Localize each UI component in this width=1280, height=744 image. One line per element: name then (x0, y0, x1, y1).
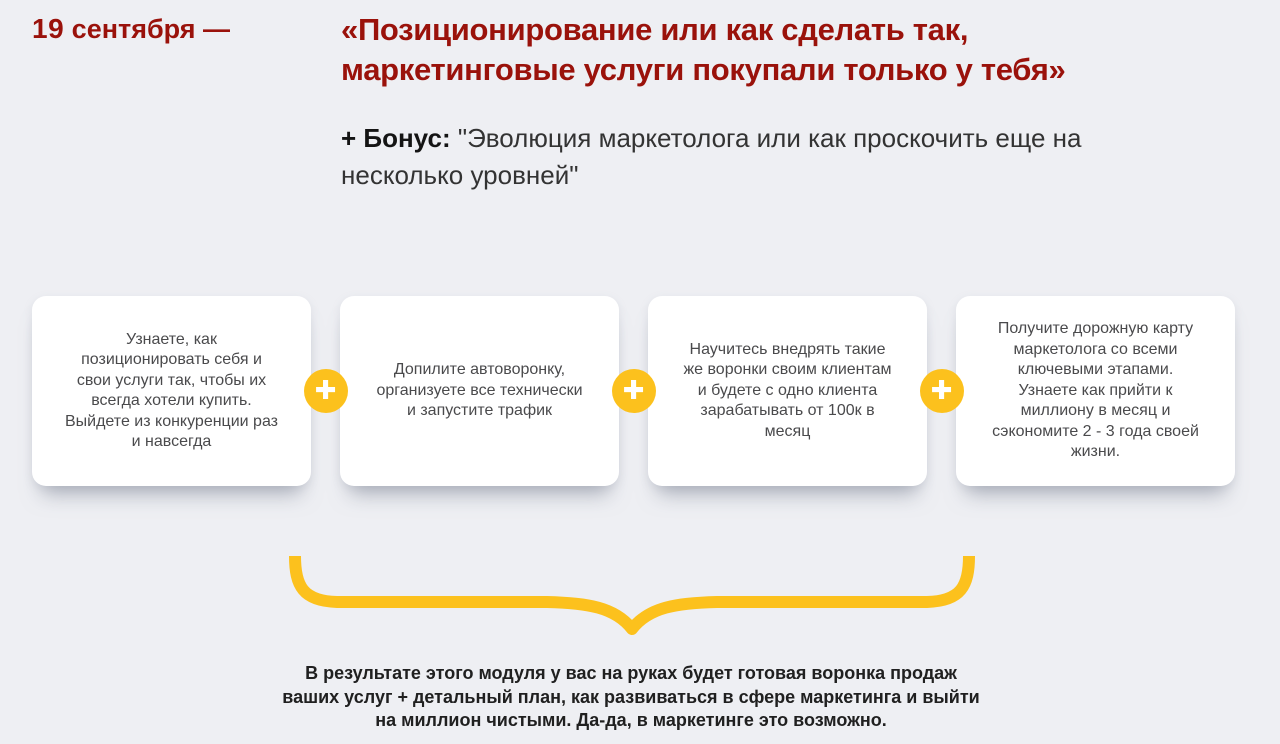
benefit-card-4 (956, 296, 1235, 486)
benefit-card-3-text: Научитесь внедрять такие же воронки своим клиентам и будете с одно клиента зарабатывать от 100к в месяц (683, 340, 892, 440)
benefit-card-3 (648, 296, 927, 486)
date-label (32, 13, 230, 45)
bonus-label: + Бонус: (341, 123, 451, 153)
date-month: сентября — (71, 14, 231, 44)
benefit-card-4-text: Получите дорожную карту маркетолога со всеми ключевыми этапами. Узнаете как прийти к миллиону в месяц и сэкономите 2 - 3 года своей жизни. (992, 320, 1199, 461)
card-separator-2 (619, 296, 648, 486)
curly-brace-icon (285, 550, 977, 645)
module-result-summary: В результате этого модуля у вас на руках будет готовая воронка продаж ваших услуг + детальный план, как развиваться в сфере маркетинга и выйти на миллион чистыми. Да-да, в маркетинге это возможно. (282, 663, 980, 730)
webinar-title: «Позиционирование или как сделать так, маркетинговые услуги покупали только у тебя» (341, 12, 1066, 87)
plus-icon: ✚ (920, 369, 964, 413)
benefit-card-1 (32, 296, 311, 486)
benefit-cards-row (32, 296, 1235, 486)
plus-icon: ✚ (612, 369, 656, 413)
date-number: 19 (32, 13, 65, 44)
benefit-card-2-text: Допилите автоворонку, организуете все технически и запустите трафик (376, 361, 583, 420)
plus-icon: ✚ (304, 369, 348, 413)
bonus-text-line1: "Эволюция маркетолога или как проскочить еще на (457, 123, 1082, 153)
card-separator-1 (311, 296, 340, 486)
bonus-paragraph (341, 120, 1261, 194)
card-separator-3 (927, 296, 956, 486)
benefit-card-1-text: Узнаете, как позиционировать себя и свои услуги так, чтобы их всегда хотели купить. Выйдете из конкуренции раз и навсегда (64, 330, 278, 450)
benefit-card-2 (340, 296, 619, 486)
bonus-text-line2: несколько уровней" (341, 160, 579, 190)
